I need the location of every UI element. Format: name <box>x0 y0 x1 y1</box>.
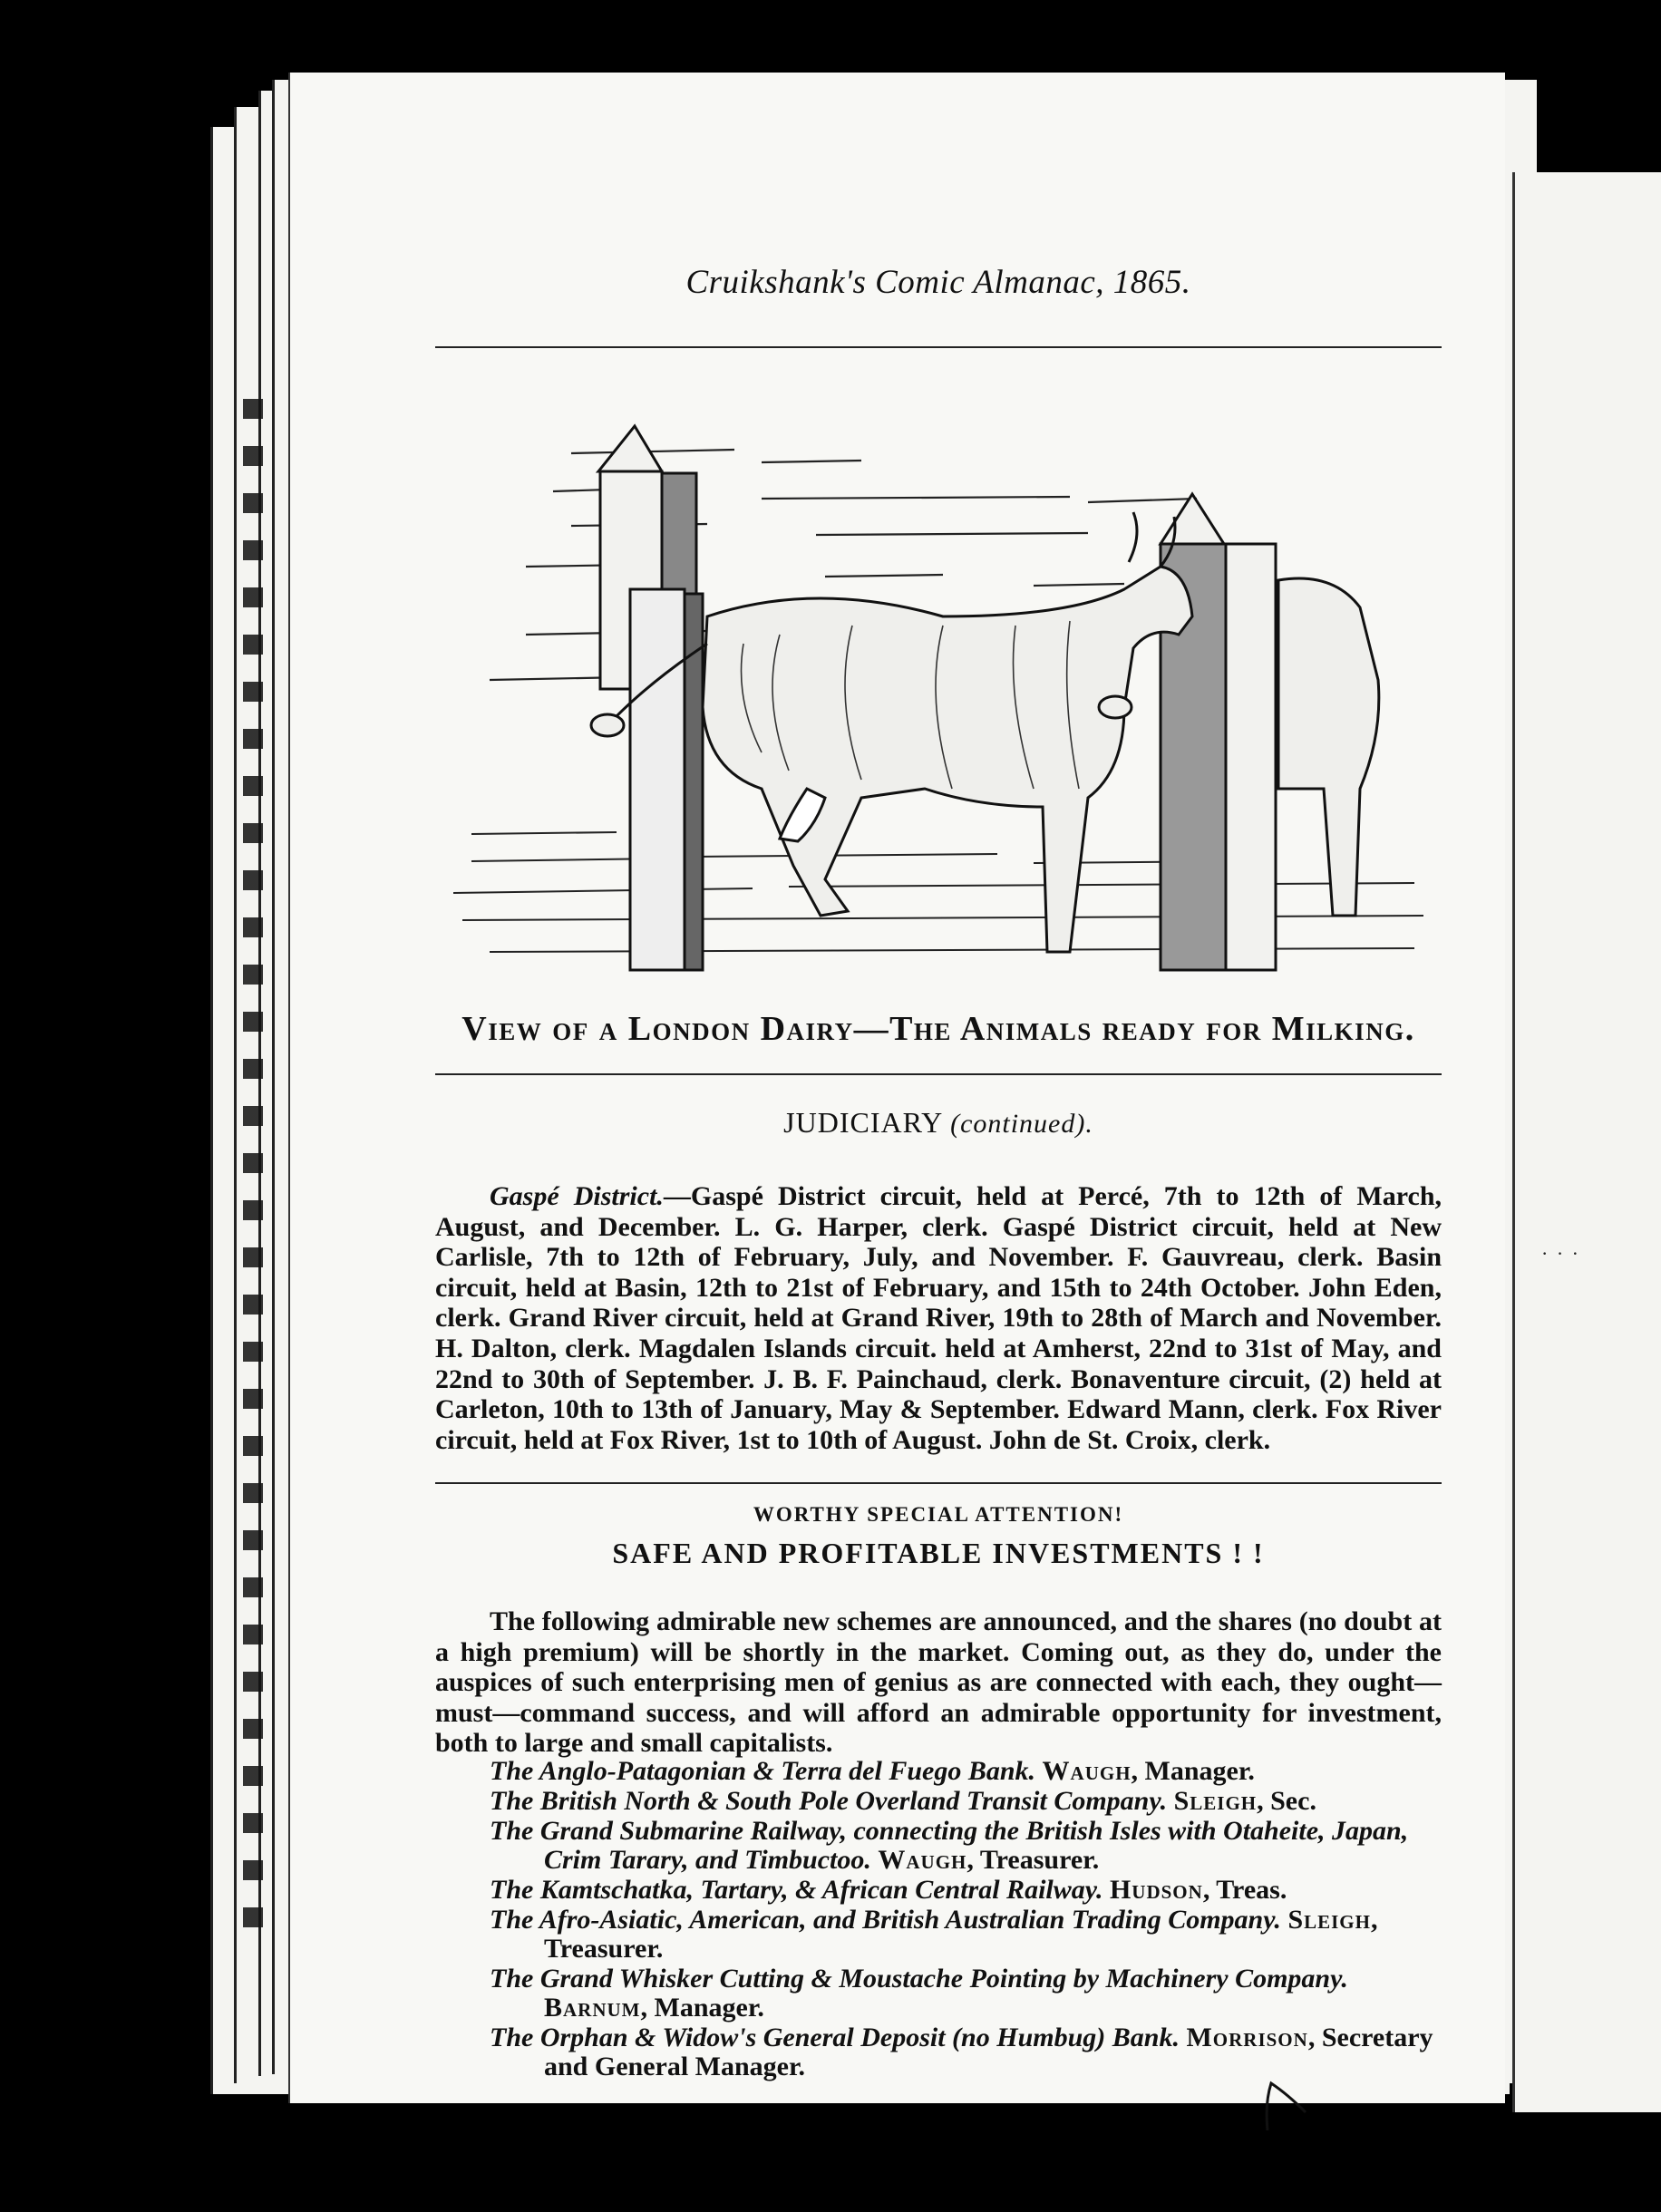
attention-heading: WORTHY SPECIAL ATTENTION! <box>753 1503 1124 1526</box>
investments-intro <box>435 1606 1442 1759</box>
list-item: The Afro-Asiatic, American, and British Australian Trading Company. Sleigh, Treasurer. <box>490 1905 1378 1964</box>
list-item: The British North & South Pole Overland Transit Company. Sleigh, Sec. <box>490 1786 1316 1816</box>
pencil-mark <box>1260 2076 1315 2139</box>
facing-page-marks: · · · <box>1541 1242 1580 1265</box>
almanac-page <box>288 73 1505 2103</box>
page-edge-marks <box>243 399 263 1940</box>
intro-text: The following admirable new schemes are announced, and the shares (no doubt at a high premium) will be shortly in the market. Coming out, as they do, under the auspices of such enterprising men of genius as are connected with each, they ought—must—command success, and will afford an admirable opportunity for investment, both to large and small capitalists. <box>435 1606 1442 1759</box>
judiciary-heading <box>435 1106 1442 1140</box>
judiciary-text: —Gaspé District circuit, held at Percé, 7th to 12th of March, August, and December. L. G. Harper, clerk. Gaspé District circuit, held at New Carlisle, 7th to 12th of February, July, and November. F. Gauvreau, clerk. Basin circuit, held at Basin, 12th to 21st of February, and 15th to 24th October. John Eden, clerk. Grand River circuit, held at Grand River, 19th to 28th of March and November. H. Dalton, clerk. Magdalen Islands circuit. held at Amherst, 22nd to 31st of May, and 22nd to 30th of September. J. B. F. Painchaud, clerk. Bonaventure circuit, (2) held at Carleton, 10th to 13th of January, May & September. Edward Mann, clerk. Fox River circuit, held at Fox River, 1st to 10th of August. John de St. Croix, clerk. <box>435 1181 1442 1455</box>
list-item: The Anglo-Patagonian & Terra del Fuego Bank. Waugh, Manager. <box>490 1756 1255 1786</box>
header-rule <box>435 346 1442 348</box>
running-header: Cruikshank's Comic Almanac, 1865. <box>685 264 1191 301</box>
caption-rule <box>435 1073 1442 1075</box>
district-name: Gaspé District. <box>490 1181 664 1211</box>
investments-headline: SAFE AND PROFITABLE INVESTMENTS ! ! <box>612 1537 1265 1569</box>
judiciary-title-suffix: (continued). <box>950 1109 1093 1139</box>
section-rule <box>435 1482 1442 1484</box>
illustration-caption: View of a London Dairy—The Animals ready for Milking. <box>461 1010 1415 1048</box>
list-item: The Orphan & Widow's General Deposit (no Humbug) Bank. Morrison, Secretary and General Manager. <box>490 2023 1433 2081</box>
facing-page-edge <box>1512 172 1661 2112</box>
woodcut-cow-illustration <box>435 408 1442 988</box>
investment-list <box>435 1757 1442 2082</box>
judiciary-title: JUDICIARY <box>783 1106 943 1139</box>
list-item: The Kamtschatka, Tartary, & African Central Railway. Hudson, Treas. <box>490 1875 1287 1905</box>
list-item: The Grand Submarine Railway, connecting the British Isles with Otaheite, Japan, Crim Tarary, and Timbuctoo. Waugh, Treasurer. <box>490 1816 1409 1875</box>
judiciary-paragraph <box>435 1181 1442 1455</box>
list-item: The Grand Whisker Cutting & Moustache Pointing by Machinery Company. Barnum, Manager. <box>490 1964 1348 2023</box>
